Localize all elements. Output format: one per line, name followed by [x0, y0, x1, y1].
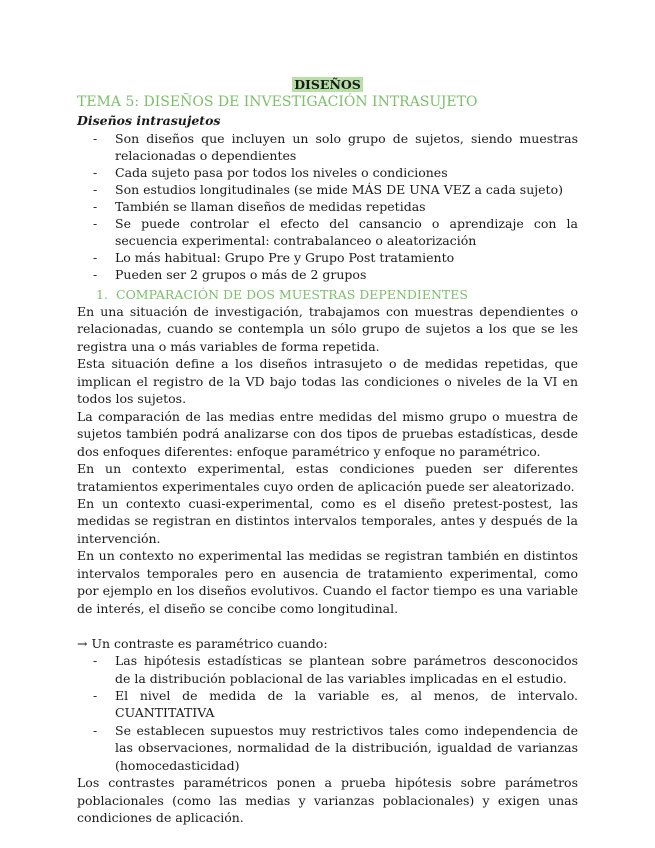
paragraph: En un contexto experimental, estas condiciones pueden ser diferentes tratamientos experimentales cuyo orden de aplicación puede ser aleatorizado. [77, 461, 578, 494]
contrast-bullet-list [77, 652, 578, 774]
closing-paragraph: Los contrastes paramétricos ponen a prueba hipótesis sobre parámetros poblacionales (como las medias y varianzas poblacionales) y exigen unas condiciones de aplicación. [77, 775, 578, 826]
section-number: 1. [96, 287, 108, 302]
subheading: Diseños intrasujetos [77, 113, 221, 128]
paragraph: En un contexto no experimental las medidas se registran también en distintos intervalos temporales pero en ausencia de tratamiento experimental, como por ejemplo en los diseños evolutivos. Cuando el factor tiempo es una variable de interés, el diseño se concibe como longitudinal. [77, 548, 578, 616]
list-item: - El nivel de medida de la variable es, al menos, de intervalo. CUANTITATIVA [93, 687, 578, 721]
list-item: - Son estudios longitudinales (se mide MÁS DE UNA VEZ a cada sujeto) [93, 182, 563, 197]
list-item: - Se puede controlar el efecto del cansancio o aprendizaje con la secuencia experimental: contrabalanceo o aleatorización [93, 216, 578, 248]
paragraph: En una situación de investigación, trabajamos con muestras dependientes o relacionadas, cuando se contempla un sólo grupo de sujetos a los que se les registra una o más variables de forma repetida. [77, 304, 578, 354]
list-item: - Se establecen supuestos muy restrictivos tales como independencia de las observaciones, normalidad de la distribución, igualdad de varianzas (homocedasticidad) [93, 722, 578, 773]
paragraph: La comparación de las medias entre medidas del mismo grupo o muestra de sujetos también podrá analizarse con dos tipos de pruebas estadísticas, desde dos enfoques diferentes: enfoque paramétrico y enfoque no paramétrico. [77, 408, 578, 459]
list-item: - Cada sujeto pasa por todos los niveles o condiciones [93, 165, 448, 180]
blank-line [77, 617, 578, 634]
list-item: - Lo más habitual: Grupo Pre y Grupo Post tratamiento [93, 250, 455, 265]
section-heading [96, 286, 468, 303]
list-item: - Son diseños que incluyen un solo grupo de sujetos, siendo muestras relacionadas o dependientes [93, 131, 578, 163]
section-title: COMPARACIÓN DE DOS MUESTRAS DEPENDIENTES [116, 287, 468, 302]
intro-bullet-list [77, 130, 578, 283]
contrast-intro: → Un contraste es paramétrico cuando: [77, 635, 328, 651]
paragraph: Esta situación define a los diseños intrasujeto o de medidas repetidas, que implican el registro de la VD bajo todas las condiciones o niveles de la VI en todos los sujetos. [77, 356, 578, 407]
document-title-text: DISEÑOS [294, 77, 361, 92]
tema-heading: TEMA 5: DISEÑOS DE INVESTIGACIÓN INTRASUJETO [77, 94, 478, 110]
paragraph: En un contexto cuasi-experimental, como es el diseño pretest-postest, las medidas se registran en distintos intervalos temporales, antes y después de la intervención. [77, 495, 578, 546]
list-item: - Las hipótesis estadísticas se plantean sobre parámetros desconocidos de la distribución poblacional de las variables implicadas en el estudio. [93, 653, 578, 686]
document-body [77, 303, 578, 827]
list-item: - También se llaman diseños de medidas repetidas [93, 199, 426, 214]
document-title [0, 76, 655, 93]
list-item: - Pueden ser 2 grupos o más de 2 grupos [93, 267, 367, 282]
